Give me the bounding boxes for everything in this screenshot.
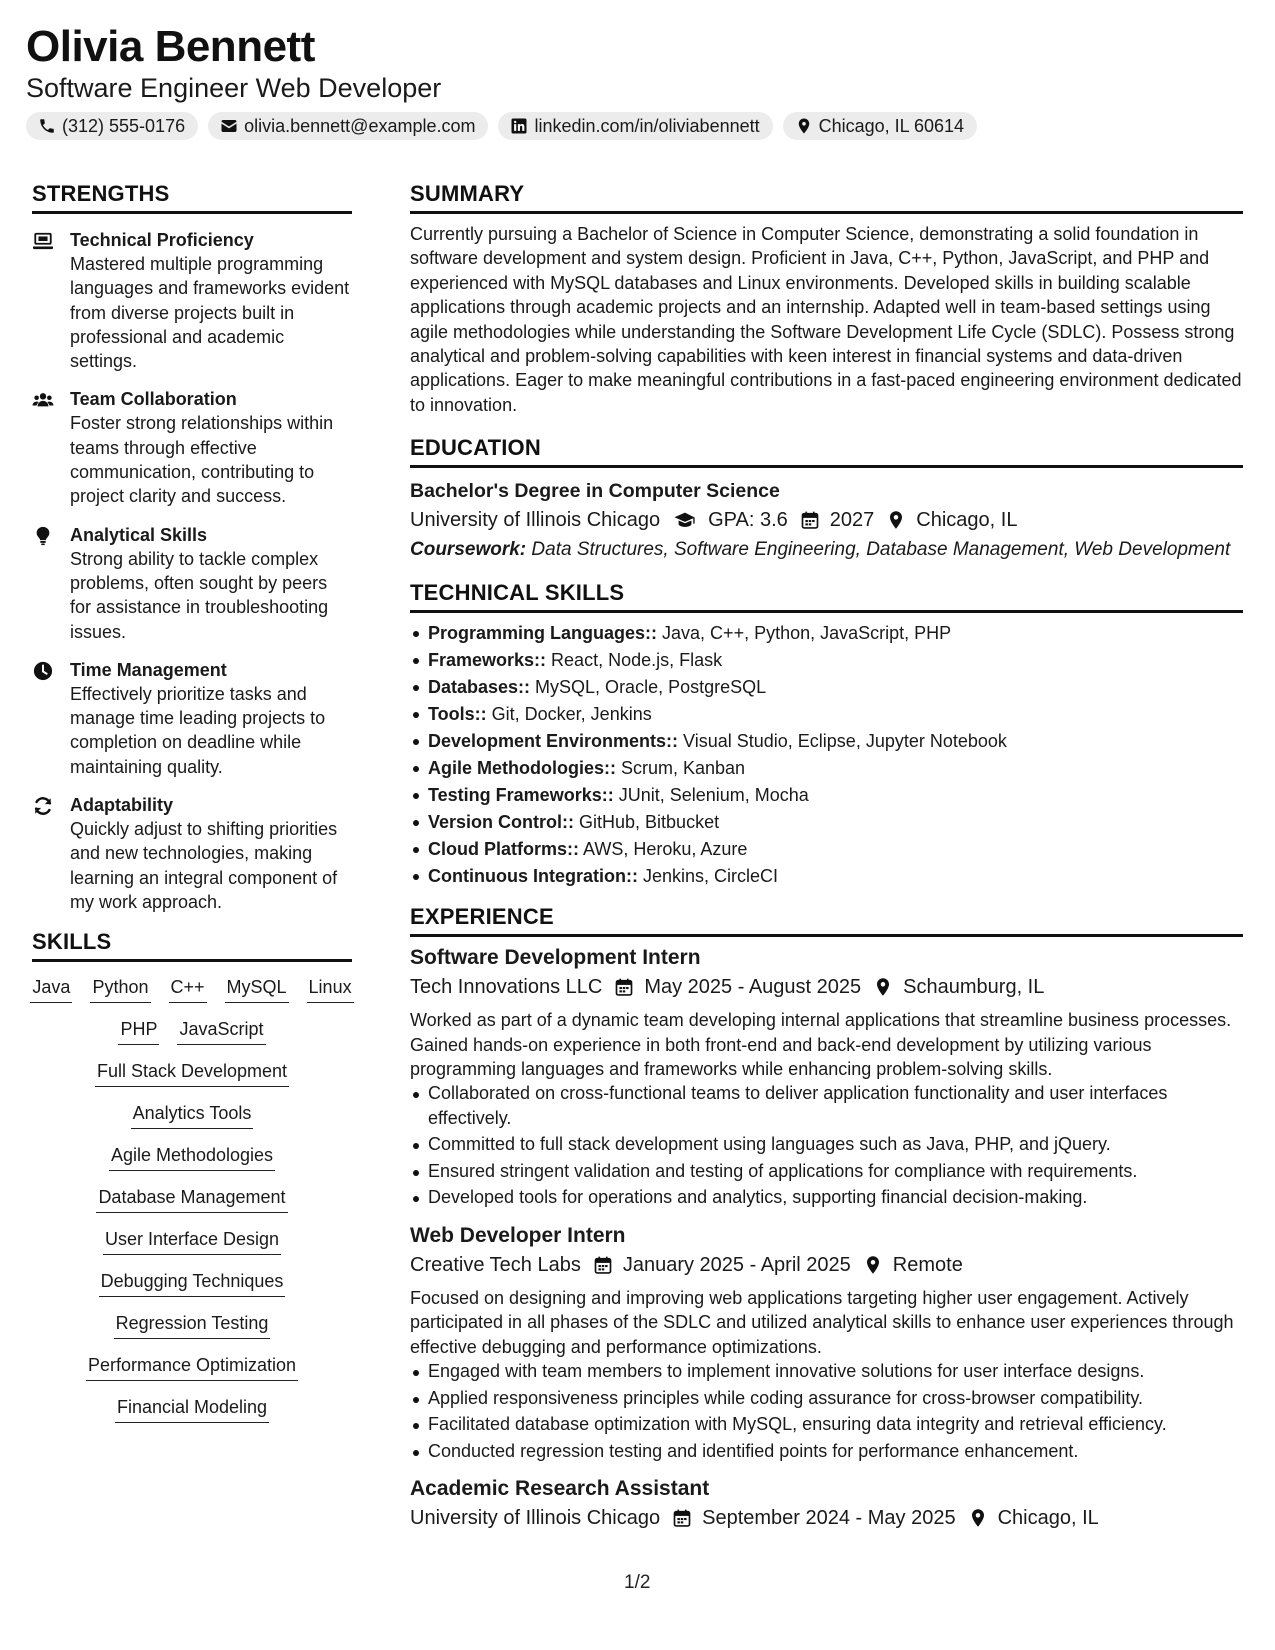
skill-tag: Agile Methodologies bbox=[109, 1142, 275, 1171]
map-pin-icon bbox=[795, 117, 813, 135]
strength-desc: Foster strong relationships within teams through effective communication, contributing to project clarity and success. bbox=[70, 413, 334, 507]
resume-header bbox=[26, 22, 1246, 140]
users-icon bbox=[32, 390, 54, 410]
skills-heading: SKILLS bbox=[32, 928, 352, 962]
school-name: University of Illinois Chicago bbox=[410, 509, 661, 532]
strength-title: Time Management bbox=[70, 659, 227, 680]
education-heading: EDUCATION bbox=[410, 434, 1243, 468]
strength-title: Technical Proficiency bbox=[70, 230, 254, 250]
location-text: Chicago, IL 60614 bbox=[818, 115, 965, 136]
map-pin-icon bbox=[873, 977, 893, 997]
skill-tag: Analytics Tools bbox=[131, 1100, 254, 1129]
job-bullet: Facilitated database optimization with MySQL, ensuring data integrity and retrieval efficiency. bbox=[410, 1412, 1243, 1437]
tech-skill-label: Cloud Platforms:: bbox=[428, 839, 579, 860]
summary-heading: SUMMARY bbox=[410, 180, 1243, 214]
contact-bar bbox=[26, 112, 1246, 140]
skill-tag: Database Management bbox=[96, 1184, 287, 1213]
tech-skill-value: JUnit, Selenium, Mocha bbox=[613, 785, 809, 806]
skill-tag: Java bbox=[30, 974, 72, 1003]
tech-skill-value: GitHub, Bitbucket bbox=[574, 812, 720, 833]
tech-skill-item bbox=[410, 782, 1243, 809]
job-location: Schaumburg, IL bbox=[903, 976, 1045, 999]
email-text: olivia.bennett@example.com bbox=[244, 115, 476, 136]
job-title: Software Development Intern bbox=[410, 946, 701, 970]
contact-location bbox=[783, 112, 977, 140]
tech-skill-value: React, Node.js, Flask bbox=[546, 650, 723, 671]
job-entry bbox=[410, 1222, 1243, 1463]
linkedin-icon bbox=[510, 117, 528, 135]
strength-title: Team Collaboration bbox=[70, 389, 237, 410]
tech-skill-label: Testing Frameworks:: bbox=[428, 785, 614, 806]
graduation-cap-icon bbox=[672, 509, 698, 531]
strength-desc: Quickly adjust to shifting priorities and new technologies, making learning an integral component of my work approach. bbox=[70, 819, 338, 912]
tech-skill-item bbox=[410, 701, 1243, 728]
skill-tag: C++ bbox=[169, 974, 207, 1003]
gpa-text: GPA: 3.6 bbox=[708, 509, 788, 532]
map-pin-icon bbox=[863, 1255, 883, 1275]
degree-title: Bachelor's Degree in Computer Science bbox=[410, 480, 780, 503]
company-name: Creative Tech Labs bbox=[410, 1253, 581, 1276]
laptop-icon bbox=[32, 231, 54, 251]
coursework-label: Coursework: bbox=[410, 539, 527, 561]
job-entry bbox=[410, 1475, 1243, 1533]
skill-tag: Performance Optimization bbox=[86, 1352, 298, 1381]
job-title: Academic Research Assistant bbox=[410, 1477, 710, 1501]
skill-tag: Debugging Techniques bbox=[99, 1268, 286, 1297]
company-name: University of Illinois Chicago bbox=[410, 1507, 661, 1530]
job-meta bbox=[410, 972, 1243, 1002]
job-bullet: Developed tools for operations and analytics, supporting financial decision-making. bbox=[410, 1185, 1243, 1210]
tech-skill-label: Databases:: bbox=[428, 677, 531, 698]
map-pin-icon bbox=[886, 510, 906, 530]
skill-tag: Python bbox=[90, 974, 150, 1003]
tech-skill-value: Scrum, Kanban bbox=[616, 758, 746, 779]
experience-section bbox=[410, 903, 1243, 1533]
company-name: Tech Innovations LLC bbox=[410, 976, 603, 999]
job-dates: September 2024 - May 2025 bbox=[702, 1507, 956, 1530]
job-entry bbox=[410, 944, 1243, 1210]
coursework bbox=[410, 538, 1243, 562]
job-bullet: Engaged with team members to implement innovative solutions for user interface designs. bbox=[410, 1359, 1243, 1384]
tech-skill-value: MySQL, Oracle, PostgreSQL bbox=[530, 677, 767, 698]
job-bullet: Ensured stringent validation and testing of applications for compliance with requirements. bbox=[410, 1159, 1243, 1184]
tech-skill-item bbox=[410, 647, 1243, 674]
job-meta bbox=[410, 1250, 1243, 1280]
strength-item bbox=[32, 658, 352, 779]
sync-icon bbox=[32, 796, 54, 816]
tech-skill-item bbox=[410, 863, 1243, 890]
tech-skill-item bbox=[410, 620, 1243, 647]
contact-linkedin[interactable] bbox=[498, 112, 772, 140]
phone-text: (312) 555-0176 bbox=[62, 115, 186, 136]
candidate-name: Olivia Bennett bbox=[26, 22, 315, 71]
skill-tag: Regression Testing bbox=[114, 1310, 271, 1339]
tech-skill-value: Git, Docker, Jenkins bbox=[486, 704, 652, 725]
tech-skill-value: Jenkins, CircleCI bbox=[637, 866, 779, 887]
job-bullet: Applied responsiveness principles while coding assurance for cross-browser compatibility. bbox=[410, 1386, 1243, 1411]
calendar-icon bbox=[800, 510, 820, 530]
education-section bbox=[410, 434, 1243, 562]
tech-skill-label: Tools:: bbox=[428, 704, 487, 725]
strength-item bbox=[32, 793, 352, 914]
job-description: Worked as part of a dynamic team developing internal applications that streamline business processes. Gained hands-on experience in both front-end and back-end development by utilizing various programming languages and frameworks while enhancing problem-solving skills. bbox=[410, 1010, 1232, 1080]
strength-desc: Mastered multiple programming languages and frameworks evident from diverse projects built in professional and academic settings. bbox=[70, 254, 350, 372]
skill-tag: Full Stack Development bbox=[95, 1058, 289, 1087]
clock-icon bbox=[32, 661, 54, 681]
job-bullet: Conducted regression testing and identified points for performance enhancement. bbox=[410, 1439, 1243, 1464]
tech-skill-value: AWS, Heroku, Azure bbox=[579, 839, 748, 860]
job-bullet: Collaborated on cross-functional teams to deliver application functionality and user interfaces effectively. bbox=[410, 1081, 1243, 1130]
tech-skill-value: Java, C++, Python, JavaScript, PHP bbox=[657, 623, 952, 644]
strength-item bbox=[32, 523, 352, 644]
job-title: Web Developer Intern bbox=[410, 1223, 626, 1247]
contact-email[interactable] bbox=[208, 112, 488, 140]
left-column bbox=[32, 180, 352, 1436]
page-number: 1/2 bbox=[624, 1572, 651, 1593]
technical-skills-heading: TECHNICAL SKILLS bbox=[410, 579, 1243, 613]
tech-skill-item bbox=[410, 674, 1243, 701]
technical-skills-section bbox=[410, 579, 1243, 890]
strength-desc: Strong ability to tackle complex problems, often sought by peers for assistance in troubleshooting issues. bbox=[70, 548, 329, 642]
contact-phone[interactable] bbox=[26, 112, 198, 140]
strength-title: Analytical Skills bbox=[70, 524, 208, 545]
tech-skill-label: Programming Languages:: bbox=[428, 623, 658, 644]
envelope-icon bbox=[220, 117, 238, 135]
tech-skill-value: Visual Studio, Eclipse, Jupyter Notebook bbox=[678, 731, 1007, 752]
tech-skill-label: Version Control:: bbox=[428, 812, 575, 833]
skill-tag: User Interface Design bbox=[103, 1226, 281, 1255]
graduation-year: 2027 bbox=[829, 509, 875, 532]
tech-skill-label: Agile Methodologies:: bbox=[428, 758, 616, 779]
education-meta bbox=[410, 505, 1243, 535]
tech-skill-item bbox=[410, 728, 1243, 755]
school-location: Chicago, IL bbox=[916, 509, 1018, 532]
tech-skill-label: Continuous Integration:: bbox=[428, 866, 638, 887]
skill-tag: Financial Modeling bbox=[115, 1394, 269, 1423]
job-meta bbox=[410, 1503, 1243, 1533]
strength-item bbox=[32, 387, 352, 508]
skill-tag: Linux bbox=[307, 974, 354, 1003]
summary-section bbox=[410, 180, 1243, 417]
experience-heading: EXPERIENCE bbox=[410, 903, 1243, 937]
skills-section bbox=[32, 928, 352, 1436]
tech-skill-item bbox=[410, 809, 1243, 836]
strength-item bbox=[32, 228, 352, 373]
lightbulb-icon bbox=[32, 526, 54, 546]
strengths-heading: STRENGTHS bbox=[32, 180, 352, 214]
skill-tag: PHP bbox=[118, 1016, 159, 1045]
skill-tag: MySQL bbox=[225, 974, 289, 1003]
tech-skill-item bbox=[410, 755, 1243, 782]
strength-desc: Effectively prioritize tasks and manage time leading projects to completion on deadline while maintaining quality. bbox=[70, 683, 326, 777]
job-location: Remote bbox=[892, 1253, 963, 1276]
job-bullet: Committed to full stack development using languages such as Java, PHP, and jQuery. bbox=[410, 1132, 1243, 1157]
calendar-icon bbox=[593, 1255, 613, 1275]
job-description: Focused on designing and improving web applications targeting higher user engagement. Actively participated in all phases of the SDLC and utilized analytical skills to enhance user experiences through effective debugging and performance optimizations. bbox=[410, 1287, 1234, 1357]
skill-tag: JavaScript bbox=[177, 1016, 265, 1045]
phone-icon bbox=[38, 117, 56, 135]
summary-text: Currently pursuing a Bachelor of Science in Computer Science, demonstrating a solid foundation in software development and system design. Proficient in Java, C++, Python, JavaScript, and PHP and experienced with MySQL databases and Linux environments. Developed skills in building scalable applications through academic projects and an internship. Adapted well in team-based settings using agile methodologies while understanding the Software Development Life Cycle (SDLC). Possess strong analytical and problem-solving capabilities with keen interest in financial systems and data-driven applications. Eager to make meaningful contributions in a fast-paced engineering environment dedicated to innovation. bbox=[410, 224, 1242, 415]
map-pin-icon bbox=[968, 1508, 988, 1528]
calendar-icon bbox=[614, 977, 634, 997]
strengths-section bbox=[32, 180, 352, 914]
job-location: Chicago, IL bbox=[997, 1507, 1099, 1530]
strength-title: Adaptability bbox=[70, 795, 174, 816]
tech-skill-item bbox=[410, 836, 1243, 863]
tech-skill-label: Development Environments:: bbox=[428, 731, 679, 752]
job-dates: May 2025 - August 2025 bbox=[644, 976, 862, 999]
job-dates: January 2025 - April 2025 bbox=[622, 1253, 851, 1276]
right-column bbox=[410, 180, 1243, 1533]
tech-skill-label: Frameworks:: bbox=[428, 650, 547, 671]
candidate-title: Software Engineer Web Developer bbox=[26, 73, 442, 103]
calendar-icon bbox=[672, 1508, 692, 1528]
coursework-list: Data Structures, Software Engineering, Database Management, Web Development bbox=[526, 539, 1231, 561]
linkedin-text: linkedin.com/in/oliviabennett bbox=[534, 115, 760, 136]
